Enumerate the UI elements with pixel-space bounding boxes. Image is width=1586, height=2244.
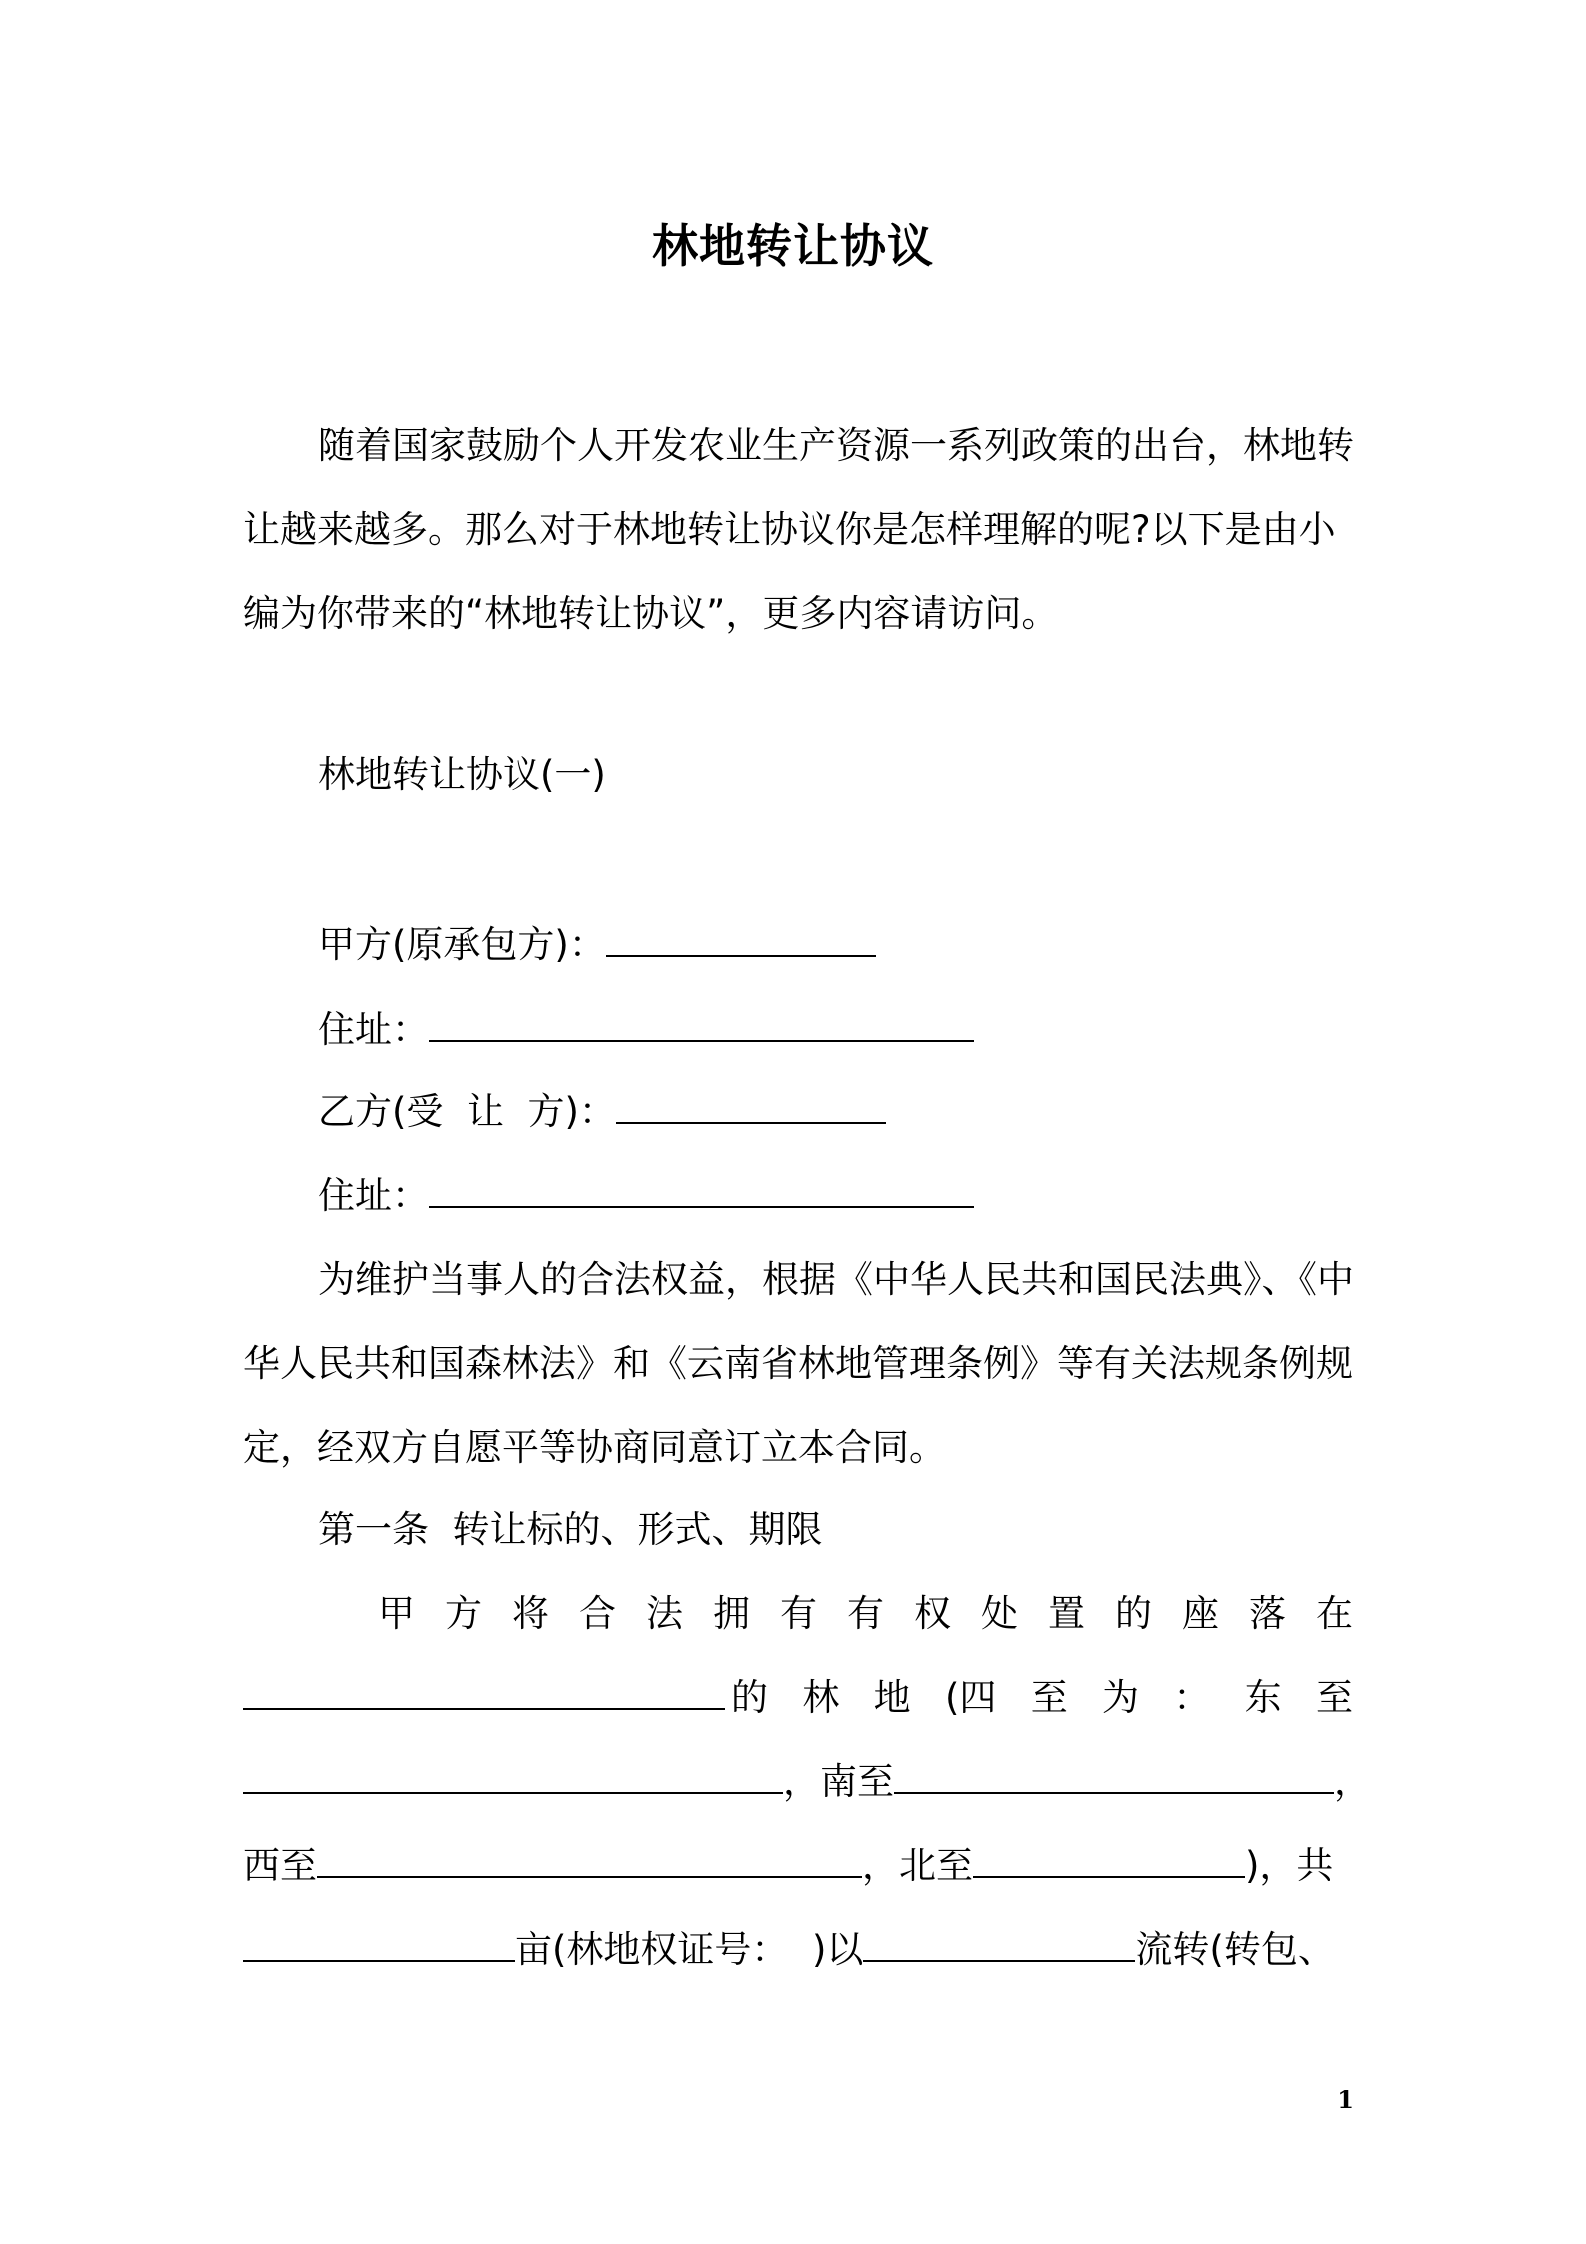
party-a-blank [606, 919, 876, 957]
address-row-b [318, 1168, 1353, 1224]
party-b-row [318, 1084, 1353, 1140]
address-blank-a [429, 1004, 974, 1042]
char: 拥 [713, 1592, 750, 1635]
area-blank [243, 1924, 515, 1962]
article-1-line-5 [243, 1922, 1353, 1978]
intro-line-2: 让越来越多。那么对于林地转让协议你是怎样理解的呢?以下是由小 [243, 508, 1336, 551]
intro-line-3: 编为你带来的“林地转让协议”，更多内容请访问。 [243, 592, 1059, 635]
article-1-line-3 [243, 1754, 1371, 1810]
legal-basis-line-1: 为维护当事人的合法权益，根据《中华人民共和国民法典》、《中 [318, 1258, 1354, 1301]
char: 权 [914, 1592, 951, 1635]
char: 在 [1316, 1592, 1353, 1635]
char: (四 [944, 1676, 997, 1719]
document-title: 林地转让协议 [652, 219, 934, 273]
address-label-b: 住址： [318, 1174, 429, 1217]
article-1-heading: 第一条 转让标的、形式、期限 [318, 1508, 823, 1551]
total-label: )，共 [1245, 1844, 1334, 1887]
intro-line-1: 随着国家鼓励个人开发农业生产资源一系列政策的出台，林地转 [318, 424, 1354, 467]
article-1-line-2 [243, 1670, 1353, 1726]
char: 落 [1249, 1592, 1286, 1635]
char: 座 [1182, 1592, 1219, 1635]
char: 有 [847, 1592, 884, 1635]
north-blank [973, 1840, 1245, 1878]
article-1-line-4 [243, 1838, 1353, 1894]
char: 至 [1315, 1676, 1353, 1719]
char: 至 [1030, 1676, 1068, 1719]
char: 东 [1244, 1676, 1282, 1719]
east-blank [243, 1756, 783, 1794]
char: 为 [1102, 1676, 1139, 1719]
party-a-row [318, 917, 1353, 973]
char: ： [1173, 1676, 1211, 1719]
char: 地 [873, 1676, 911, 1719]
party-b-label: 乙方(受 让 方)： [318, 1090, 616, 1133]
boundary-intro [725, 1670, 1353, 1726]
south-blank [894, 1756, 1334, 1794]
char: 置 [1048, 1592, 1085, 1635]
char: 将 [512, 1592, 549, 1635]
legal-basis-line-2: 华人民共和国森林法》和《云南省林地管理条例》等有关法规条例规 [243, 1342, 1353, 1385]
address-blank-b [429, 1170, 974, 1208]
west-blank [317, 1840, 862, 1878]
address-row-a [318, 1002, 1353, 1058]
article-1-line-1 [378, 1586, 1353, 1642]
west-label: 西至 [243, 1844, 317, 1887]
transfer-form-label: 流转(转包、 [1135, 1928, 1335, 1971]
south-label: ，南至 [783, 1760, 894, 1803]
comma: ， [1334, 1760, 1371, 1803]
transfer-form-blank [863, 1924, 1135, 1962]
char: 的 [1115, 1592, 1152, 1635]
mu-label: 亩(林地权证号： )以 [515, 1928, 864, 1971]
party-a-label: 甲方(原承包方)： [318, 923, 606, 966]
char: 合 [579, 1592, 616, 1635]
char: 林 [802, 1676, 840, 1719]
char: 甲 [378, 1592, 415, 1635]
char: 法 [646, 1592, 683, 1635]
location-blank [243, 1672, 725, 1710]
page-number: 1 [1337, 2085, 1354, 2114]
section-heading: 林地转让协议(一) [318, 753, 606, 796]
char: 处 [981, 1592, 1018, 1635]
address-label-a: 住址： [318, 1008, 429, 1051]
north-label: ，北至 [862, 1844, 973, 1887]
char: 有 [780, 1592, 817, 1635]
char: 的 [731, 1676, 768, 1719]
party-b-blank [616, 1086, 886, 1124]
legal-basis-line-3: 定，经双方自愿平等协商同意订立本合同。 [243, 1426, 946, 1469]
char: 方 [445, 1592, 482, 1635]
